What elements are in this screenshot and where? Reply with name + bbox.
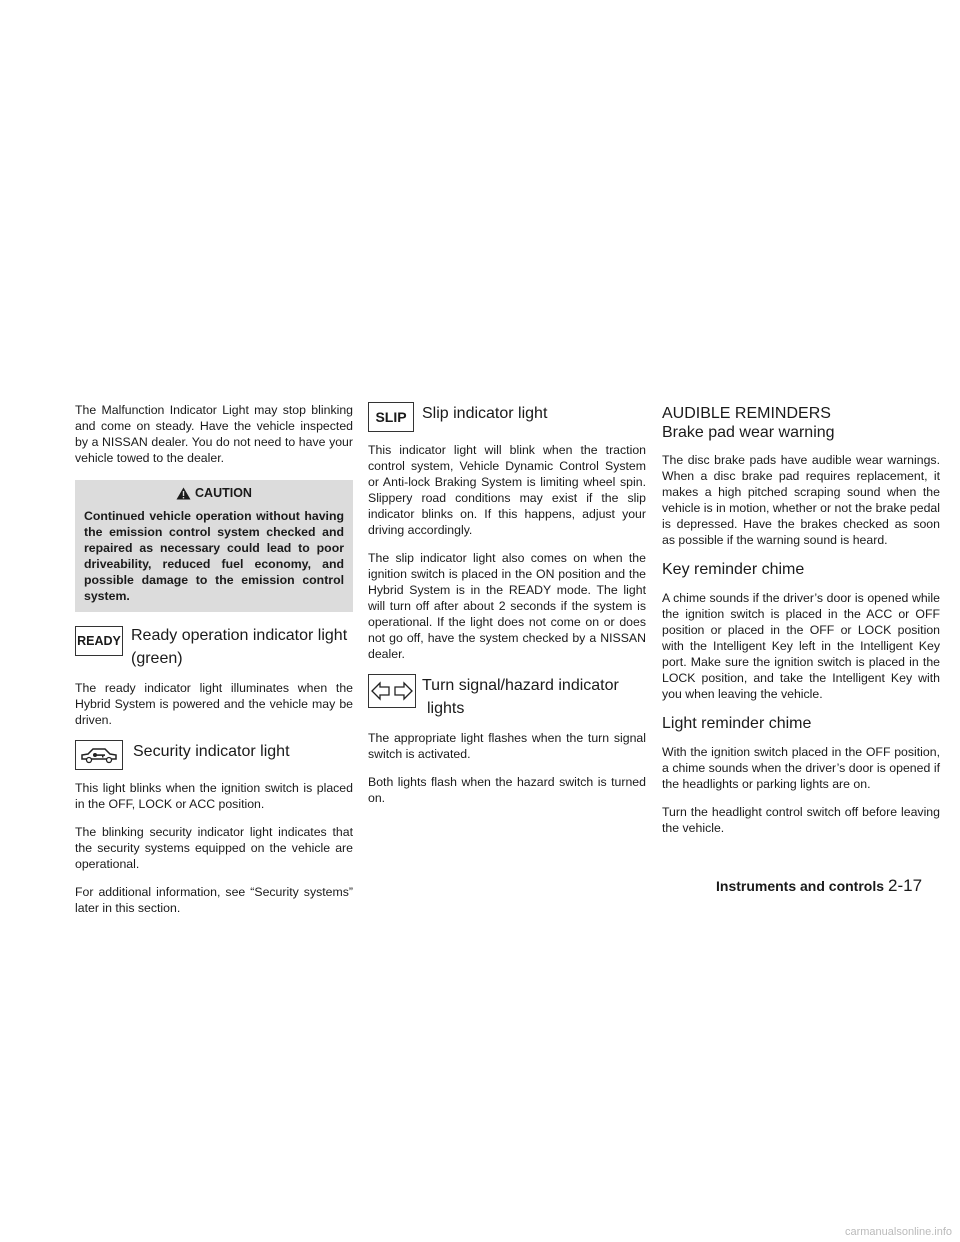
ready-indicator-title <box>131 624 347 670</box>
slip-indicator-title: Slip indicator light <box>422 405 548 422</box>
security-paragraph-1: This light blinks when the ignition switch is placed in the OFF, LOCK or ACC position. <box>75 781 353 811</box>
ready-title-line-1: Ready operation indicator light <box>131 627 348 644</box>
ready-indicator-icon: READY <box>75 626 123 656</box>
turn-title-line-2: lights <box>427 700 465 717</box>
security-indicator-title: Security indicator light <box>133 743 290 760</box>
security-indicator-heading <box>75 740 353 770</box>
turn-signal-title <box>422 674 619 720</box>
page-number: 2-17 <box>888 876 923 895</box>
security-paragraph-3: For additional information, see “Security systems” later in this section. <box>75 885 353 915</box>
key-reminder-title: Key reminder chime <box>662 561 805 578</box>
turn-paragraph-1: The appropriate light flashes when the turn signal switch is activated. <box>368 731 646 761</box>
light-paragraph-2: Turn the headlight control switch off before leaving the vehicle. <box>662 805 940 835</box>
mil-paragraph: The Malfunction Indicator Light may stop blinking and come on steady. Have the vehicle inspected by a NISSAN dealer. You do not need to have your vehicle towed to the dealer. <box>75 403 353 465</box>
key-paragraph: A chime sounds if the driver’s door is opened while the ignition switch is placed in the ACC or OFF position or placed in the OFF or LOCK position with the Intelligent Key left in the Intelligent Key port. Make sure the ignition switch is placed in the LOCK position, and take the Intelligent Key with you when leaving the vehicle. <box>662 591 940 701</box>
warning-triangle-icon <box>176 487 191 500</box>
ready-title-line-2: (green) <box>131 650 183 667</box>
caution-title: CAUTION <box>195 486 252 500</box>
ready-indicator-heading <box>75 624 353 670</box>
slip-indicator-heading <box>368 402 646 432</box>
column-1 <box>75 402 353 928</box>
caution-heading <box>84 486 344 500</box>
security-paragraph-2: The blinking security indicator light indicates that the security systems equipped on the vehicle are operational. <box>75 825 353 871</box>
brake-pad-title: Brake pad wear warning <box>662 424 835 441</box>
caution-text: Continued vehicle operation without having the emission control system checked and repaired as necessary could lead to poor driveability, reduced fuel economy, and possible damage to the emission control system. <box>84 509 344 603</box>
site-watermark: carmanualsonline.info <box>844 1226 952 1238</box>
footer-section-name: Instruments and controls <box>716 878 885 894</box>
car-key-icon <box>75 740 123 770</box>
turn-signal-heading <box>368 674 646 720</box>
audible-reminders-title: AUDIBLE REMINDERS <box>662 405 831 422</box>
brake-paragraph: The disc brake pads have audible wear warnings. When a disc brake pad requires replacement, it makes a high pitched scraping sound when the vehicle is in motion, whether or not the brake pedal is depressed. Have the brakes checked as soon as possible if the warning sound is heard. <box>662 453 940 547</box>
page-footer <box>716 876 922 896</box>
light-paragraph-1: With the ignition switch placed in the OFF position, a chime sounds when the driver’s door is opened if the headlights or parking lights are on. <box>662 745 940 791</box>
caution-box <box>75 480 353 612</box>
turn-title-line-1: Turn signal/hazard indicator <box>422 677 619 694</box>
ready-paragraph: The ready indicator light illuminates when the Hybrid System is powered and the vehicle may be driven. <box>75 681 353 727</box>
column-2 <box>368 402 646 818</box>
column-3 <box>662 404 940 848</box>
light-reminder-title: Light reminder chime <box>662 715 812 732</box>
slip-paragraph-1: This indicator light will blink when the traction control system, Vehicle Dynamic Control System or Anti-lock Braking System is limiting wheel spin. Slippery road conditions may exist if the slip indicator blinks on. If this happens, adjust your driving accordingly. <box>368 443 646 537</box>
slip-paragraph-2: The slip indicator light also comes on when the ignition switch is placed in the ON position and the Hybrid System is in the READY mode. The light will turn off after about 2 seconds if the system is operational. If the light does not come on or does not go off, have the system checked by a NISSAN dealer. <box>368 551 646 661</box>
slip-indicator-icon: SLIP <box>368 402 414 432</box>
turn-paragraph-2: Both lights flash when the hazard switch is turned on. <box>368 775 646 805</box>
turn-signal-arrows-icon <box>368 674 416 708</box>
